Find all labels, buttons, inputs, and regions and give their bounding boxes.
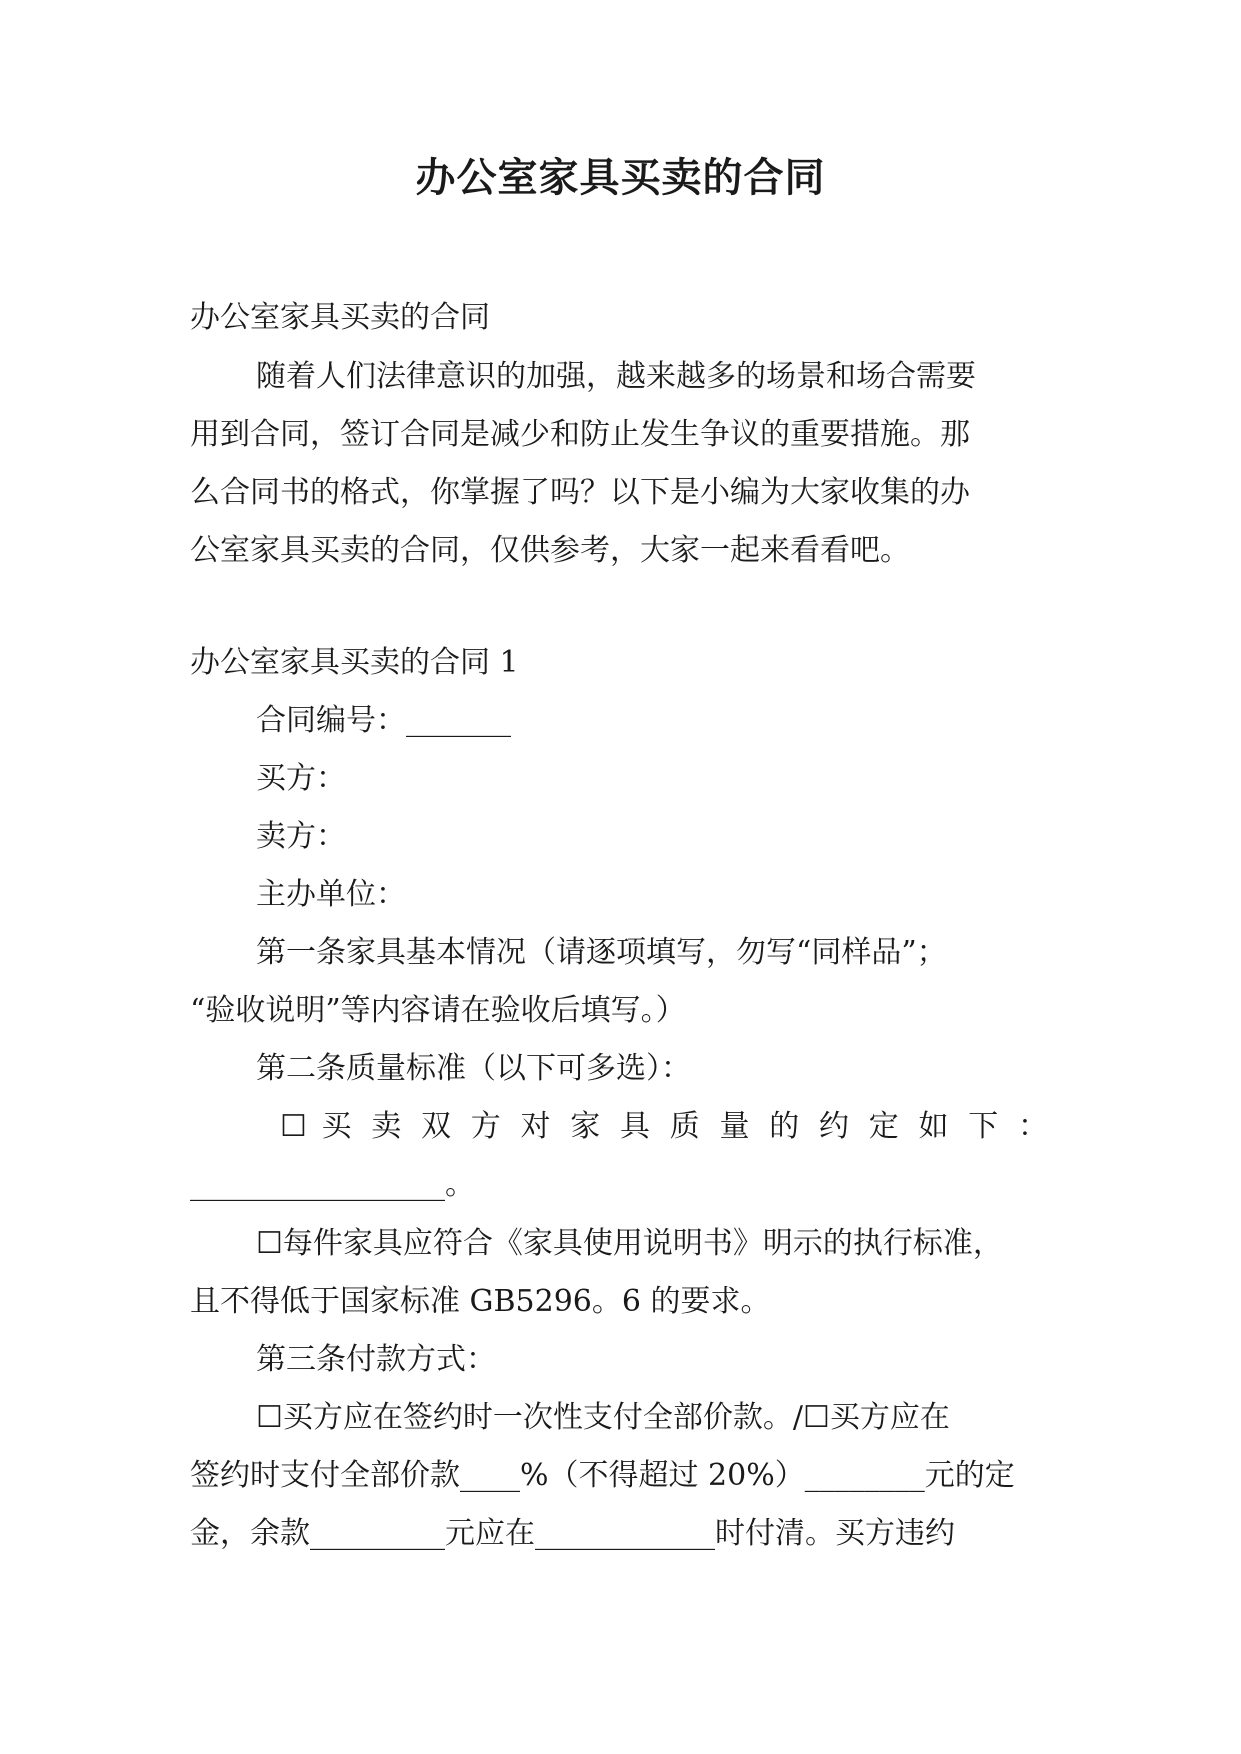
organizer-field: 主办单位：	[256, 877, 406, 912]
article-1-line: “验收说明”等内容请在验收后填写。）	[190, 993, 686, 1028]
article-2-option-1-blank: _________________。	[190, 1167, 475, 1202]
intro-line: 用到合同，签订合同是减少和防止发生争议的重要措施。那	[190, 417, 970, 452]
article-2-option-2: ☐每件家具应符合《家具使用说明书》明示的执行标准，	[256, 1226, 1003, 1261]
article-2-heading: 第二条质量标准（以下可多选）：	[256, 1051, 691, 1086]
buyer-field: 买方：	[256, 761, 346, 796]
page-title: 办公室家具买卖的合同	[415, 154, 826, 201]
intro-line: 么合同书的格式，你掌握了吗？以下是小编为大家收集的办	[190, 475, 970, 510]
article-2-option-1: ☐ 买 卖 双 方 对 家 具 质 量 的 约 定 如 下 ：	[280, 1109, 1048, 1144]
article-3-line: 金，余款_________元应在____________时付清。买方违约	[190, 1516, 955, 1551]
section-heading: 办公室家具买卖的合同 1	[190, 645, 519, 680]
article-3-line: 签约时支付全部价款____%（不得超过 20%）________元的定	[190, 1458, 1015, 1493]
contract-number-field: 合同编号：_______	[256, 703, 511, 738]
article-3-heading: 第三条付款方式：	[256, 1342, 496, 1377]
article-2-option-2: 且不得低于国家标准 GB5296。6 的要求。	[190, 1284, 771, 1319]
intro-heading: 办公室家具买卖的合同	[190, 300, 490, 335]
article-3-line: ☐买方应在签约时一次性支付全部价款。/☐买方应在	[256, 1400, 950, 1435]
seller-field: 卖方：	[256, 819, 346, 854]
article-1-line: 第一条家具基本情况（请逐项填写，勿写“同样品”；	[256, 935, 947, 970]
intro-line: 随着人们法律意识的加强，越来越多的场景和场合需要	[256, 359, 976, 394]
intro-line: 公室家具买卖的合同，仅供参考，大家一起来看看吧。	[190, 533, 910, 568]
